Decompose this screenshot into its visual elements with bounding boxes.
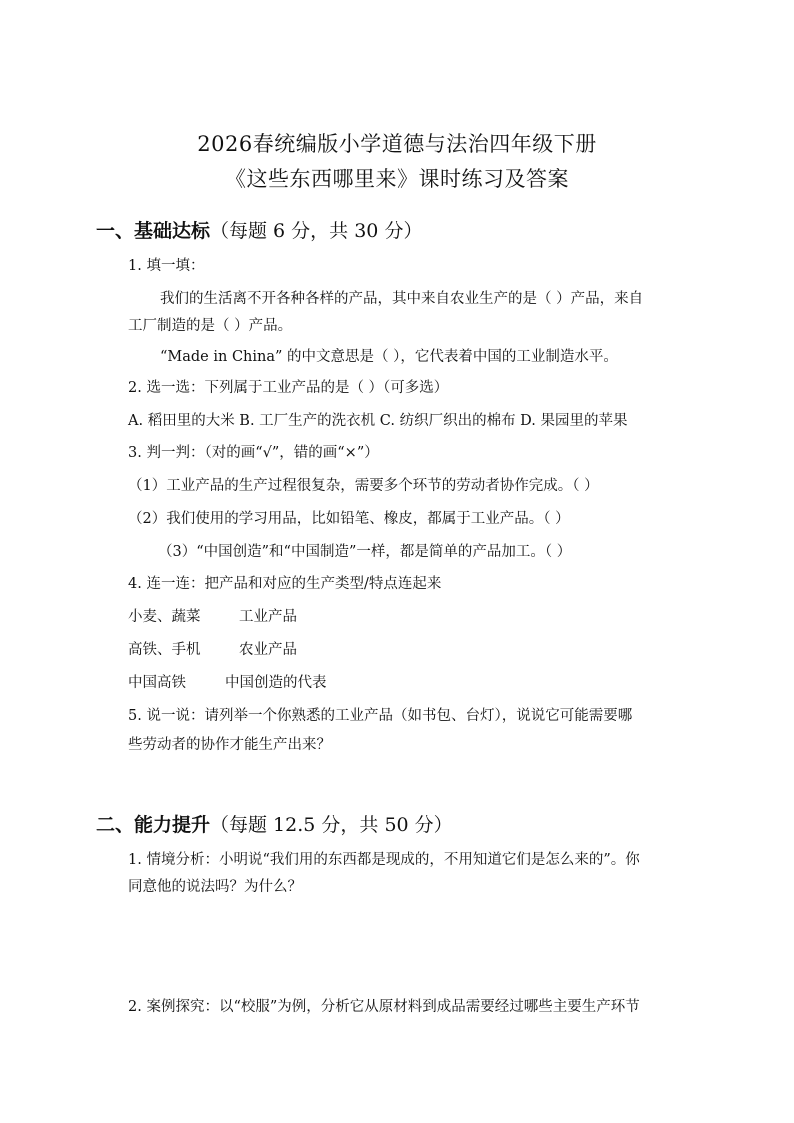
- s1-q1-paragraph1-a: 我们的生活离不开各种各样的产品，其中来自农业生产的是（ ）产品，来自: [160, 291, 644, 307]
- s1-q4-row-left: 高铁、手机: [128, 642, 201, 658]
- s1-q3-item3: （3）“中国创造”和“中国制造”一样，都是简单的产品加工。（ ）: [158, 544, 572, 560]
- s1-q4-row-right: 工业产品: [239, 609, 297, 625]
- s1-q2-options: A. 稻田里的大米 B. 工厂生产的洗衣机 C. 纺织厂织出的棉布 D. 果园里的苹果: [128, 413, 628, 429]
- s1-q4-row-left: 小麦、蔬菜: [128, 609, 201, 625]
- s1-q4-row-right: 中国创造的代表: [225, 675, 327, 691]
- section1-heading-main: 一、基础达标: [96, 220, 211, 242]
- s1-q4-label: 4. 连一连：把产品和对应的生产类型/特点连起来: [128, 576, 442, 592]
- section2-heading-sub: （每题 12.5 分，共 50 分）: [210, 814, 453, 836]
- s1-q4-row-right: 农业产品: [239, 642, 297, 658]
- s1-q5-a: 5. 说一说：请列举一个你熟悉的工业产品（如书包、台灯），说说它可能需要哪: [128, 708, 633, 724]
- s1-q1-paragraph1-b: 工厂制造的是（ ）产品。: [128, 318, 293, 334]
- section2-heading: [96, 810, 453, 837]
- document-title-line2: 《这些东西哪里来》课时练习及答案: [225, 167, 569, 191]
- s1-q3-item2: （2）我们使用的学习用品，比如铅笔、橡皮，都属于工业产品。（ ）: [128, 511, 570, 527]
- s1-q1-paragraph2: “Made in China” 的中文意思是（ ），它代表着中国的工业制造水平。: [160, 349, 618, 365]
- section1-heading-sub: （每题 6 分，共 30 分）: [210, 220, 423, 242]
- s1-q2-label: 2. 选一选：下列属于工业产品的是（ ）（可多选）: [128, 380, 449, 396]
- s1-q4-row-left: 中国高铁: [128, 675, 186, 691]
- s1-q3-label: 3. 判一判：（对的画“√”，错的画“×”）: [128, 445, 379, 461]
- s2-q2-a: 2. 案例探究：以“校服”为例，分析它从原材料到成品需要经过哪些主要生产环节: [128, 999, 640, 1015]
- s2-q1-a: 1. 情境分析：小明说“我们用的东西都是现成的，不用知道它们是怎么来的”。你: [128, 852, 640, 868]
- s1-q3-item1: （1）工业产品的生产过程很复杂，需要多个环节的劳动者协作完成。（ ）: [128, 478, 599, 494]
- s2-q1-b: 同意他的说法吗？为什么？: [128, 879, 302, 895]
- section1-heading: [96, 216, 422, 243]
- document-title-line1: 2026春统编版小学道德与法治四年级下册: [197, 132, 597, 156]
- s1-q1-label: 1. 填一填：: [128, 258, 205, 274]
- section2-heading-main: 二、能力提升: [96, 814, 211, 836]
- s1-q5-b: 些劳动者的协作才能生产出来？: [128, 737, 331, 753]
